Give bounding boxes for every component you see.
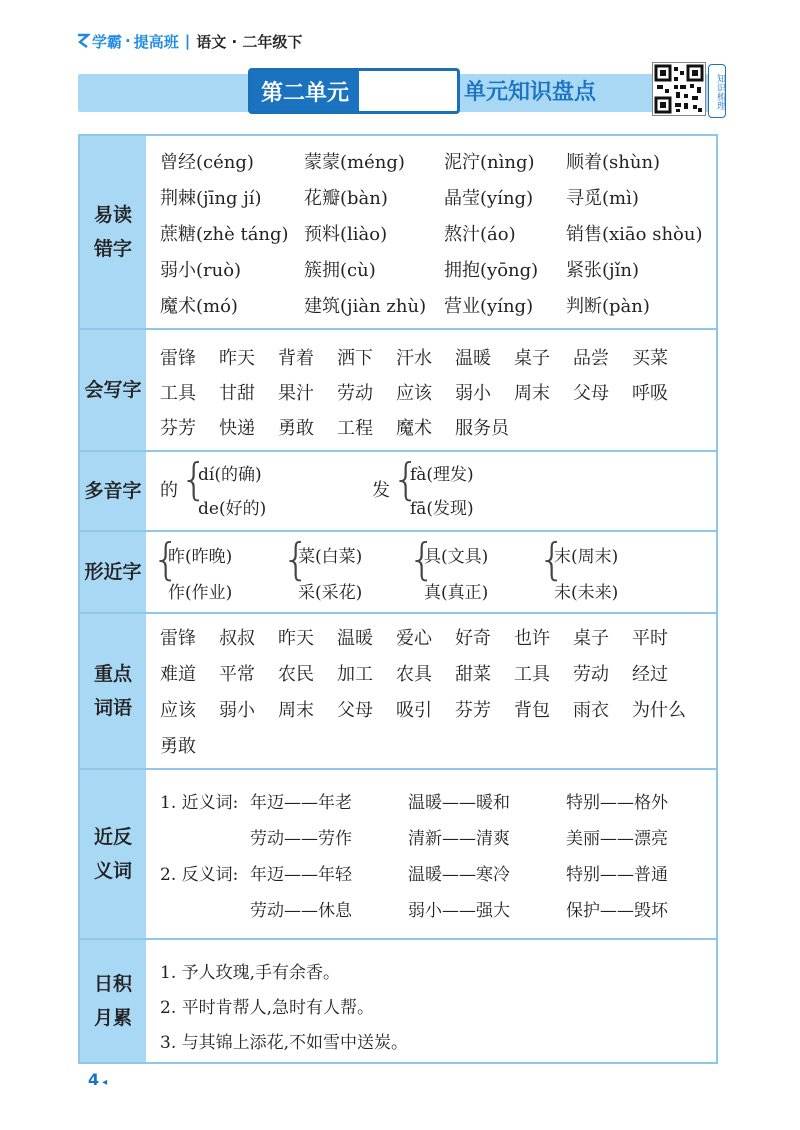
page-number bbox=[88, 1070, 107, 1089]
easy-misread-word: 弱小(ruò) bbox=[160, 260, 242, 281]
key-word: 平时 bbox=[632, 628, 668, 649]
easy-misread-word: 判断(pàn) bbox=[566, 296, 650, 317]
easy-misread-word: 销售(xiāo shòu) bbox=[566, 224, 703, 245]
polyphone-reading: fā(发现) bbox=[410, 499, 474, 519]
key-word: 叔叔 bbox=[219, 628, 255, 649]
key-word: 农民 bbox=[278, 664, 314, 685]
polyphone-char: 发 bbox=[372, 480, 390, 501]
writing-word: 芬芳 bbox=[160, 418, 196, 439]
key-word: 甜菜 bbox=[455, 664, 491, 685]
polyphone-reading: de(好的) bbox=[198, 499, 267, 519]
word-pair: 保护——毁坏 bbox=[566, 901, 668, 921]
qr-label: 知识梳理 bbox=[708, 64, 726, 118]
subject-grade: 语文 · 二年级下 bbox=[196, 32, 303, 51]
section-rijilei bbox=[80, 938, 716, 1062]
writing-word: 甘甜 bbox=[219, 383, 255, 404]
writing-word: 工具 bbox=[160, 383, 196, 404]
word-pair: 美丽——漂亮 bbox=[566, 829, 668, 849]
word-pair: 年迈——年轻 bbox=[250, 865, 352, 885]
key-word: 昨天 bbox=[278, 628, 314, 649]
key-word: 劳动 bbox=[573, 664, 609, 685]
writing-word: 桌子 bbox=[514, 348, 550, 369]
easy-misread-word: 建筑(jiàn zhù) bbox=[304, 296, 427, 317]
similar-char: 采(采花) bbox=[298, 583, 363, 603]
synonym-antonym-heading: 1. 近义词: bbox=[160, 793, 239, 813]
section-label: 多音字 bbox=[80, 452, 146, 530]
section-body bbox=[146, 614, 716, 768]
key-word: 应该 bbox=[160, 700, 196, 721]
writing-word: 汗水 bbox=[396, 348, 432, 369]
section-huixie bbox=[80, 328, 716, 450]
writing-word: 洒下 bbox=[337, 348, 373, 369]
easy-misread-word: 曾经(céng) bbox=[160, 152, 254, 173]
header-separator: | bbox=[184, 32, 191, 50]
easy-misread-word: 熬汁(áo) bbox=[444, 224, 516, 245]
proverb-line: 3. 与其锦上添花,不如雪中送炭。 bbox=[160, 1033, 409, 1053]
easy-misread-word: 顺着(shùn) bbox=[566, 152, 661, 173]
key-word: 平常 bbox=[219, 664, 255, 685]
easy-misread-word: 泥泞(nìng) bbox=[444, 152, 535, 173]
key-word: 雷锋 bbox=[160, 628, 196, 649]
brace: { bbox=[392, 454, 420, 505]
easy-misread-word: 营业(yíng) bbox=[444, 296, 534, 317]
easy-misread-word: 花瓣(bàn) bbox=[304, 188, 388, 209]
key-word: 农具 bbox=[396, 664, 432, 685]
section-label: 日积 月累 bbox=[80, 940, 146, 1062]
key-word: 勇敢 bbox=[160, 736, 196, 757]
section-label: 重点 词语 bbox=[80, 614, 146, 768]
key-word: 温暖 bbox=[337, 628, 373, 649]
section-label: 会写字 bbox=[80, 330, 146, 450]
easy-misread-word: 紧张(jǐn) bbox=[566, 260, 639, 281]
key-word: 经过 bbox=[632, 664, 668, 685]
writing-word: 魔术 bbox=[396, 418, 432, 439]
brace: { bbox=[152, 534, 180, 585]
writing-word: 买菜 bbox=[632, 348, 668, 369]
writing-word: 呼吸 bbox=[632, 383, 668, 404]
page-arrow-icon: ◂ bbox=[102, 1077, 108, 1088]
brace: { bbox=[408, 534, 436, 585]
key-word: 工具 bbox=[514, 664, 550, 685]
writing-word: 温暖 bbox=[455, 348, 491, 369]
key-word: 也许 bbox=[514, 628, 550, 649]
key-word: 爱心 bbox=[396, 628, 432, 649]
easy-misread-word: 簇拥(cù) bbox=[304, 260, 376, 281]
writing-word: 雷锋 bbox=[160, 348, 196, 369]
writing-word: 工程 bbox=[337, 418, 373, 439]
banner-title: 单元知识盘点 bbox=[464, 80, 597, 105]
word-pair: 清新——清爽 bbox=[408, 829, 510, 849]
similar-char: 末(周末) bbox=[554, 547, 619, 567]
page-number-value: 4 bbox=[88, 1070, 100, 1089]
header-bar bbox=[76, 26, 302, 56]
easy-misread-word: 拥抱(yōng) bbox=[444, 260, 539, 281]
key-word: 芬芳 bbox=[455, 700, 491, 721]
easy-misread-word: 蒙蒙(méng) bbox=[304, 152, 405, 173]
word-pair: 温暖——寒冷 bbox=[408, 865, 510, 885]
writing-word: 果汁 bbox=[278, 383, 314, 404]
section-yidu bbox=[80, 136, 716, 328]
section-label: 形近字 bbox=[80, 532, 146, 612]
brand bbox=[76, 31, 179, 52]
section-body bbox=[146, 532, 716, 612]
similar-char: 昨(昨晚) bbox=[168, 547, 233, 567]
section-zhongdian bbox=[80, 612, 716, 768]
section-body bbox=[146, 452, 716, 530]
similar-char: 未(未来) bbox=[554, 583, 619, 603]
key-word: 桌子 bbox=[573, 628, 609, 649]
writing-word: 背着 bbox=[278, 348, 314, 369]
easy-misread-word: 寻觅(mì) bbox=[566, 188, 639, 209]
polyphone-reading: dí(的确) bbox=[198, 465, 262, 485]
word-pair: 特别——格外 bbox=[566, 793, 668, 813]
similar-char: 具(文具) bbox=[424, 547, 489, 567]
unit-name: 第二单元 bbox=[251, 71, 359, 111]
brand-dot: · bbox=[125, 32, 131, 50]
easy-misread-word: 预料(liào) bbox=[304, 224, 388, 245]
knowledge-table bbox=[78, 134, 718, 1064]
writing-word: 周末 bbox=[514, 383, 550, 404]
key-word: 父母 bbox=[337, 700, 373, 721]
polyphone-char: 的 bbox=[160, 480, 178, 501]
word-pair: 特别——普通 bbox=[566, 865, 668, 885]
writing-word: 弱小 bbox=[455, 383, 491, 404]
series-name: 提高班 bbox=[133, 32, 179, 51]
unit-banner bbox=[78, 74, 718, 112]
key-word: 加工 bbox=[337, 664, 373, 685]
qr-code-icon[interactable] bbox=[652, 62, 706, 116]
writing-word: 应该 bbox=[396, 383, 432, 404]
writing-word: 父母 bbox=[573, 383, 609, 404]
writing-word: 勇敢 bbox=[278, 418, 314, 439]
unit-badge bbox=[248, 68, 460, 114]
brace: { bbox=[180, 454, 208, 505]
word-pair: 年迈——年老 bbox=[250, 793, 352, 813]
key-word: 吸引 bbox=[396, 700, 432, 721]
writing-word: 昨天 bbox=[219, 348, 255, 369]
easy-misread-word: 荆棘(jīng jí) bbox=[160, 188, 262, 209]
writing-word: 劳动 bbox=[337, 383, 373, 404]
brace: { bbox=[282, 534, 310, 585]
key-word: 弱小 bbox=[219, 700, 255, 721]
easy-misread-word: 晶莹(yíng) bbox=[444, 188, 534, 209]
section-body bbox=[146, 330, 716, 450]
easy-misread-word: 蔗糖(zhè táng) bbox=[160, 224, 289, 245]
word-pair: 劳动——劳作 bbox=[250, 829, 352, 849]
key-word: 雨衣 bbox=[573, 700, 609, 721]
key-word: 难道 bbox=[160, 664, 196, 685]
writing-word: 品尝 bbox=[573, 348, 609, 369]
section-body bbox=[146, 940, 716, 1062]
section-body bbox=[146, 136, 716, 328]
key-word: 好奇 bbox=[455, 628, 491, 649]
brace: { bbox=[538, 534, 566, 585]
word-pair: 劳动——休息 bbox=[250, 901, 352, 921]
section-label: 易读 错字 bbox=[80, 136, 146, 328]
proverb-line: 1. 予人玫瑰,手有余香。 bbox=[160, 963, 341, 983]
word-pair: 弱小——强大 bbox=[408, 901, 510, 921]
section-xingjin bbox=[80, 530, 716, 612]
section-duoyin bbox=[80, 450, 716, 530]
brand-logo-icon bbox=[76, 33, 90, 49]
easy-misread-word: 魔术(mó) bbox=[160, 296, 238, 317]
key-word: 周末 bbox=[278, 700, 314, 721]
section-jinfan bbox=[80, 768, 716, 938]
key-word: 背包 bbox=[514, 700, 550, 721]
section-body bbox=[146, 770, 716, 938]
similar-char: 菜(白菜) bbox=[298, 547, 363, 567]
key-word: 为什么 bbox=[632, 700, 686, 721]
polyphone-reading: fà(理发) bbox=[410, 465, 474, 485]
writing-word: 快递 bbox=[219, 418, 255, 439]
synonym-antonym-heading: 2. 反义词: bbox=[160, 865, 239, 885]
writing-word: 服务员 bbox=[455, 418, 509, 439]
word-pair: 温暖——暖和 bbox=[408, 793, 510, 813]
proverb-line: 2. 平时肯帮人,急时有人帮。 bbox=[160, 998, 375, 1018]
brand-name: 学霸 bbox=[92, 32, 123, 51]
similar-char: 真(真正) bbox=[424, 583, 489, 603]
similar-char: 作(作业) bbox=[168, 583, 233, 603]
section-label: 近反 义词 bbox=[80, 770, 146, 938]
